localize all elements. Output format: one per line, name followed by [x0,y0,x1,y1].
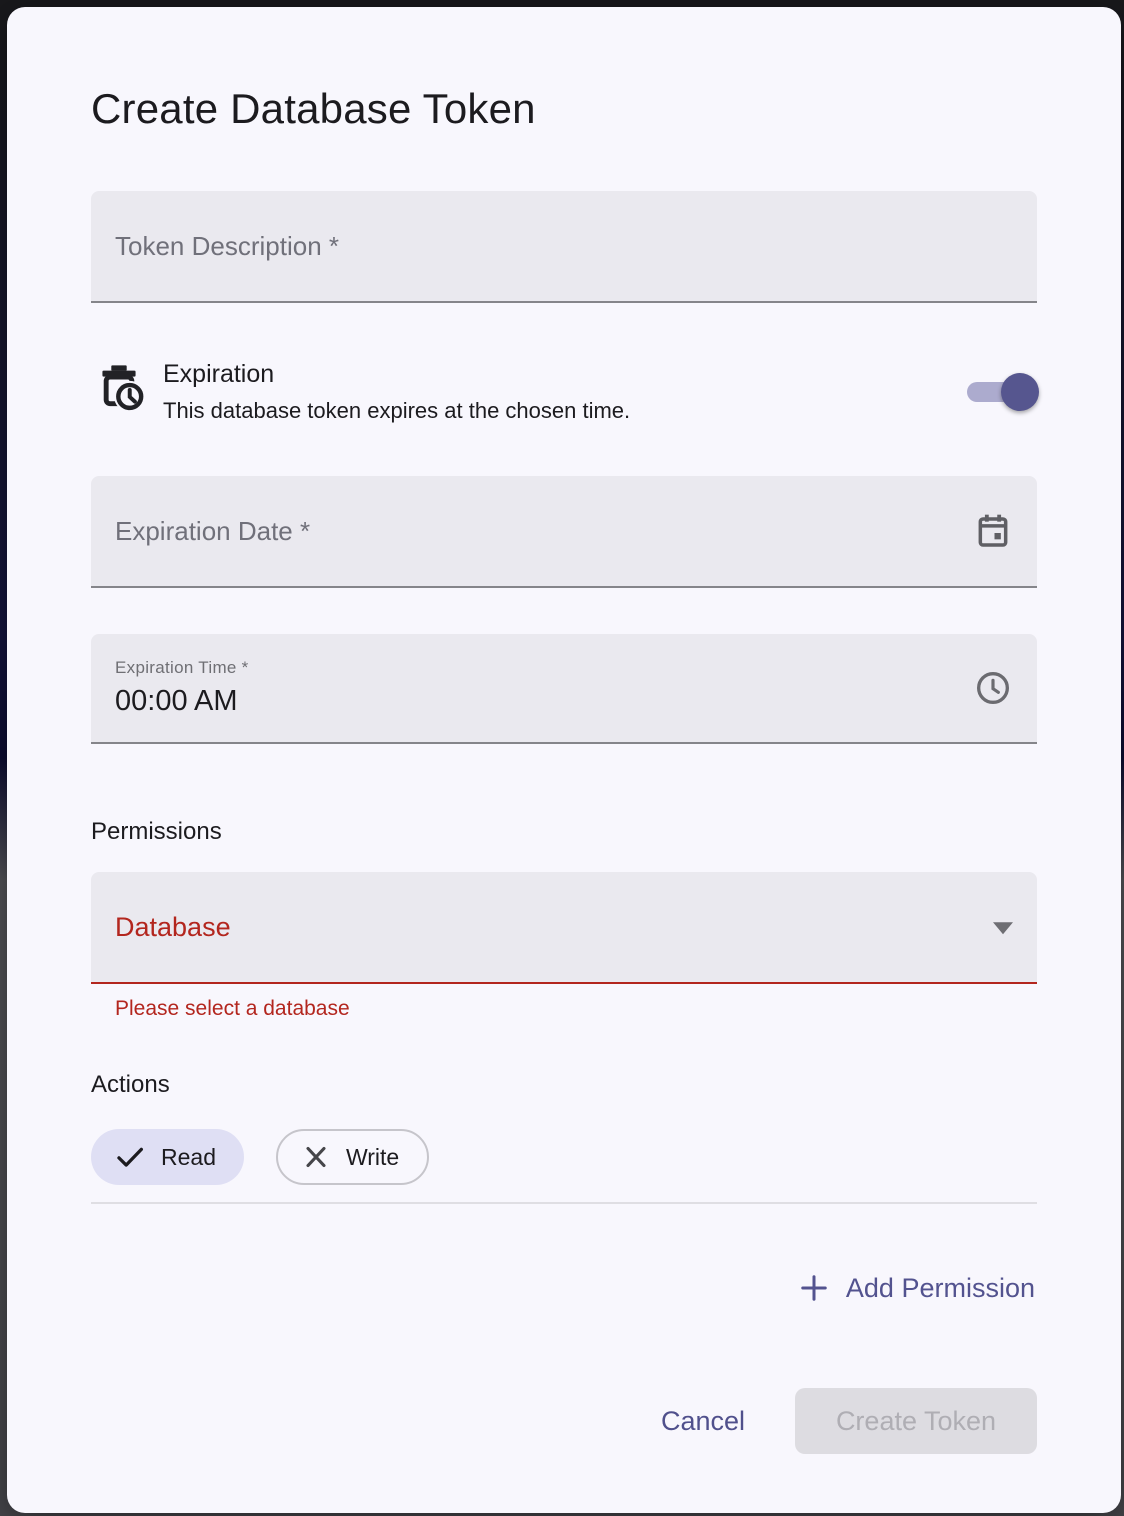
write-chip[interactable] [276,1129,429,1185]
calendar-icon[interactable] [971,509,1015,553]
actions-heading: Actions [91,1071,170,1098]
expiration-time-input[interactable] [115,685,957,718]
add-permission-button[interactable] [794,1264,1037,1312]
check-icon [113,1140,147,1174]
token-description-field[interactable] [91,191,1037,303]
expiration-toggle[interactable] [967,373,1037,411]
expiration-section [91,359,1037,424]
close-icon [300,1141,332,1173]
add-permission-row [91,1264,1037,1312]
expiration-description: This database token expires at the chosen time. [163,398,631,423]
write-chip-label: Write [345,1143,400,1170]
action-chips [91,1129,1037,1185]
read-chip[interactable] [91,1129,244,1185]
permissions-heading: Permissions [91,818,222,845]
create-database-token-dialog [7,7,1121,1513]
expiration-text [163,359,630,424]
create-token-button[interactable]: Create Token [795,1388,1037,1454]
expiration-date-field[interactable] [91,476,1037,588]
cancel-button[interactable]: Cancel [647,1396,759,1447]
database-select[interactable] [91,872,1037,984]
database-select-value: Database [115,911,231,942]
auto-delete-icon [91,361,147,417]
dialog-title: Create Database Token [91,85,536,132]
dialog-footer [91,1388,1037,1454]
chevron-down-icon [993,922,1013,934]
expiration-time-field[interactable] [91,634,1037,744]
expiration-date-input[interactable] [115,516,957,547]
add-permission-label: Add Permission [845,1272,1035,1303]
plus-icon [796,1270,832,1306]
expiration-time-label: Expiration Time * [115,658,249,677]
toggle-thumb [1001,373,1039,411]
read-chip-label: Read [161,1143,216,1170]
divider [91,1202,1037,1204]
token-description-input[interactable] [115,231,1013,262]
database-error-text: Please select a database [115,997,350,1020]
clock-icon[interactable] [971,666,1015,710]
expiration-label: Expiration [163,360,275,388]
